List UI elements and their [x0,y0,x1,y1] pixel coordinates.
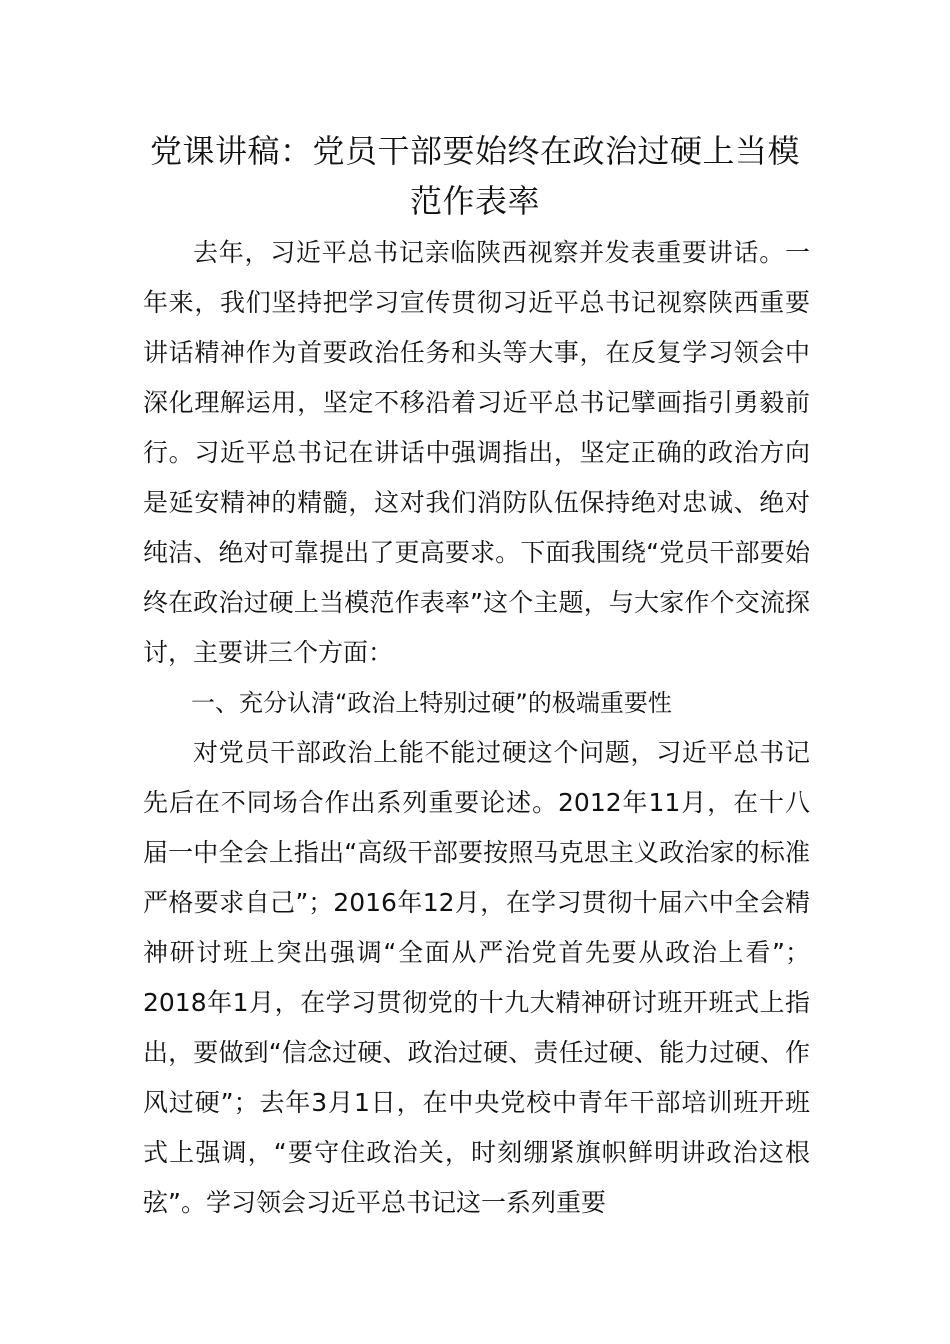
paragraph-intro: 去年，习近平总书记亲临陕西视察并发表重要讲话。一年来，我们坚持把学习宣传贯彻习近平总书记视察陕西重要讲话精神作为首要政治任务和头等大事，在反复学习领会中深化理解运用，坚定不移沿着习近平总书记擘画指引勇毅前行。习近平总书记在讲话中强调指出，坚定正确的政治方向是延安精神的精髓，这对我们消防队伍保持绝对忠诚、绝对纯洁、绝对可靠提出了更高要求。下面我围绕“党员干部要始终在政治过硬上当模范作表率”这个主题，与大家作个交流探讨，主要讲三个方面： [143,238,810,667]
document-body [143,228,810,1228]
document-title: 党课讲稿：党员干部要始终在政治过硬上当模范作表率 [149,132,800,220]
section-heading-1: 一、充分认清“政治上特别过硬”的极端重要性 [191,689,672,717]
paragraph-section-1: 对党员干部政治上能不能过硬这个问题，习近平总书记先后在不同场合作出系列重要论述。2012年11月，在十八届一中全会上指出“高级干部要按照马克思主义政治家的标准严格要求自己”；2016年12月，在学习贯彻十届六中全会精神研讨班上突出强调“全面从严治党首先要从政治上看”；2018年1月，在学习贯彻党的十九大精神研讨班开班式上指出，要做到“信念过硬、政治过硬、责任过硬、能力过硬、作风过硬”；去年3月1日，在中央党校中青年干部培训班开班式上强调，“要守住政治关，时刻绷紧旗帜鲜明讲政治这根弦”。学习领会习近平总书记这一系列重要 [143,738,810,1217]
